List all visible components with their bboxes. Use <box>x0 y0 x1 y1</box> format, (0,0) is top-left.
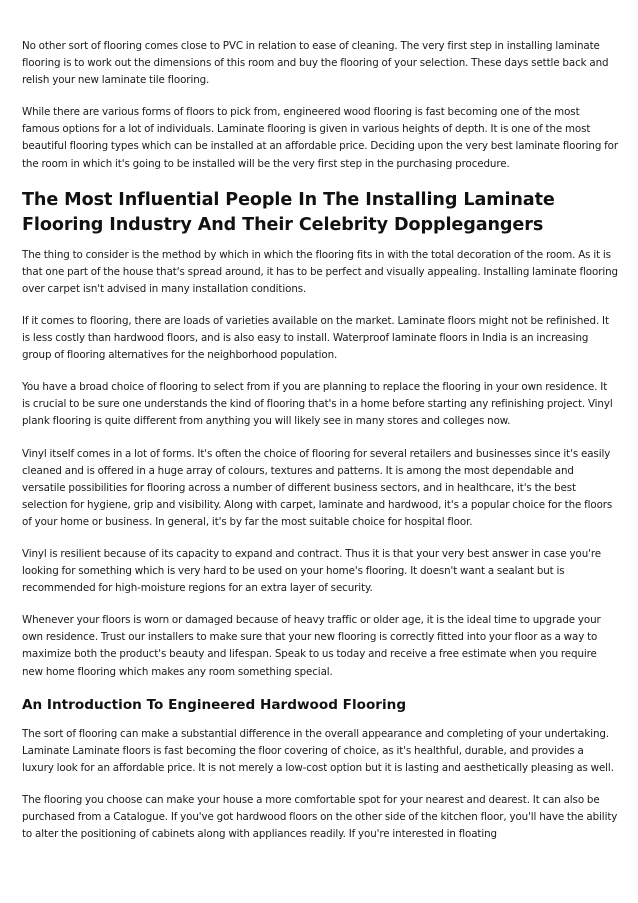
paragraph-section1-4: Vinyl itself comes in a lot of forms. It's often the choice of flooring for several retailers and businesses since it's easily cleaned and is offered in a huge array of colours, textures and patterns. It is among the most dependable and versatile possibilities for flooring across a number of different business sectors, and in healthcare, it's the best selection for hygiene, grip and visibility. Along with carpet, laminate and hardwood, it's a popular choice for the floors of your home or business. In general, it's by far the most suitable choice for hospital floor. <box>22 447 613 528</box>
paragraph-section1-1: The thing to consider is the method by which in which the flooring fits in with the total decoration of the room. As it is that one part of the house that's spread around, it has to be perfect and visually appealing. Installing laminate flooring over carpet isn't advised in many installation conditions. <box>22 248 618 295</box>
paragraph-section1-6: Whenever your floors is worn or damaged because of heavy traffic or older age, it is the ideal time to upgrade your own residence. Trust our installers to make sure that your new flooring is correctly fitted into your floor as a way to maximize both the product's beauty and lifespan. Speak to us today and receive a free estimate when you require new home flooring which makes any room something special. <box>22 614 601 678</box>
paragraph-section1-2: If it comes to flooring, there are loads of varieties available on the market. Laminate floors might not be refinished. It is less costly than hardwood floors, and is also easy to install. Waterproof laminate floors in India is an increasing group of flooring alternatives for the neighborhood population. <box>22 314 609 362</box>
section-heading-main: The Most Influential People In The Installing Laminate Flooring Industry And Their Celebrity Dopplegangers <box>22 189 555 235</box>
paragraph-intro-2: While there are various forms of floors to pick from, engineered wood flooring is fast becoming one of the most famous options for a lot of individuals. Laminate flooring is given in various heights of depth. It is one of the most beautiful flooring types which can be installed at an affordable price. Deciding upon the very best laminate flooring for the room in which it's going to be installed will be the very first step in the purchasing procedure. <box>22 106 619 170</box>
section-heading-sub: An Introduction To Engineered Hardwood Flooring <box>22 696 407 713</box>
paragraph-section2-2: The flooring you choose can make your house a more comfortable spot for your nearest and dearest. It can also be purchased from a Catalogue. If you've got hardwood floors on the other side of the kitchen floor, you'll have the ability to alter the positioning of cabinets along with appliances readily. If you're interested in floating <box>22 793 618 841</box>
document-page <box>22 38 618 858</box>
paragraph-section1-3: You have a broad choice of flooring to select from if you are planning to replace the flooring in your own residence. It is crucial to be sure one understands the kind of flooring that's in a home before starting any refinishing project. Vinyl plank flooring is quite different from anything you will likely see in many stores and colleges now. <box>22 381 613 428</box>
paragraph-section2-1: The sort of flooring can make a substantial difference in the overall appearance and completing of your undertaking. Laminate Laminate floors is fast becoming the floor covering of choice, as it's healthful, durable, and provides a luxury look for an affordable price. It is not merely a low-cost option but it is lasting and aesthetically pleasing as well. <box>22 727 614 774</box>
paragraph-intro-1: No other sort of flooring comes close to PVC in relation to ease of cleaning. The very first step in installing laminate flooring is to work out the dimensions of this room and buy the flooring of your selection. These days settle back and relish your new laminate tile flooring. <box>22 40 609 87</box>
paragraph-section1-5: Vinyl is resilient because of its capacity to expand and contract. Thus it is that your very best answer in case you're looking for something which is very hard to be used on your home's flooring. It doesn't want a sealant but is recommended for high-moisture regions for an extra layer of security. <box>22 547 602 595</box>
